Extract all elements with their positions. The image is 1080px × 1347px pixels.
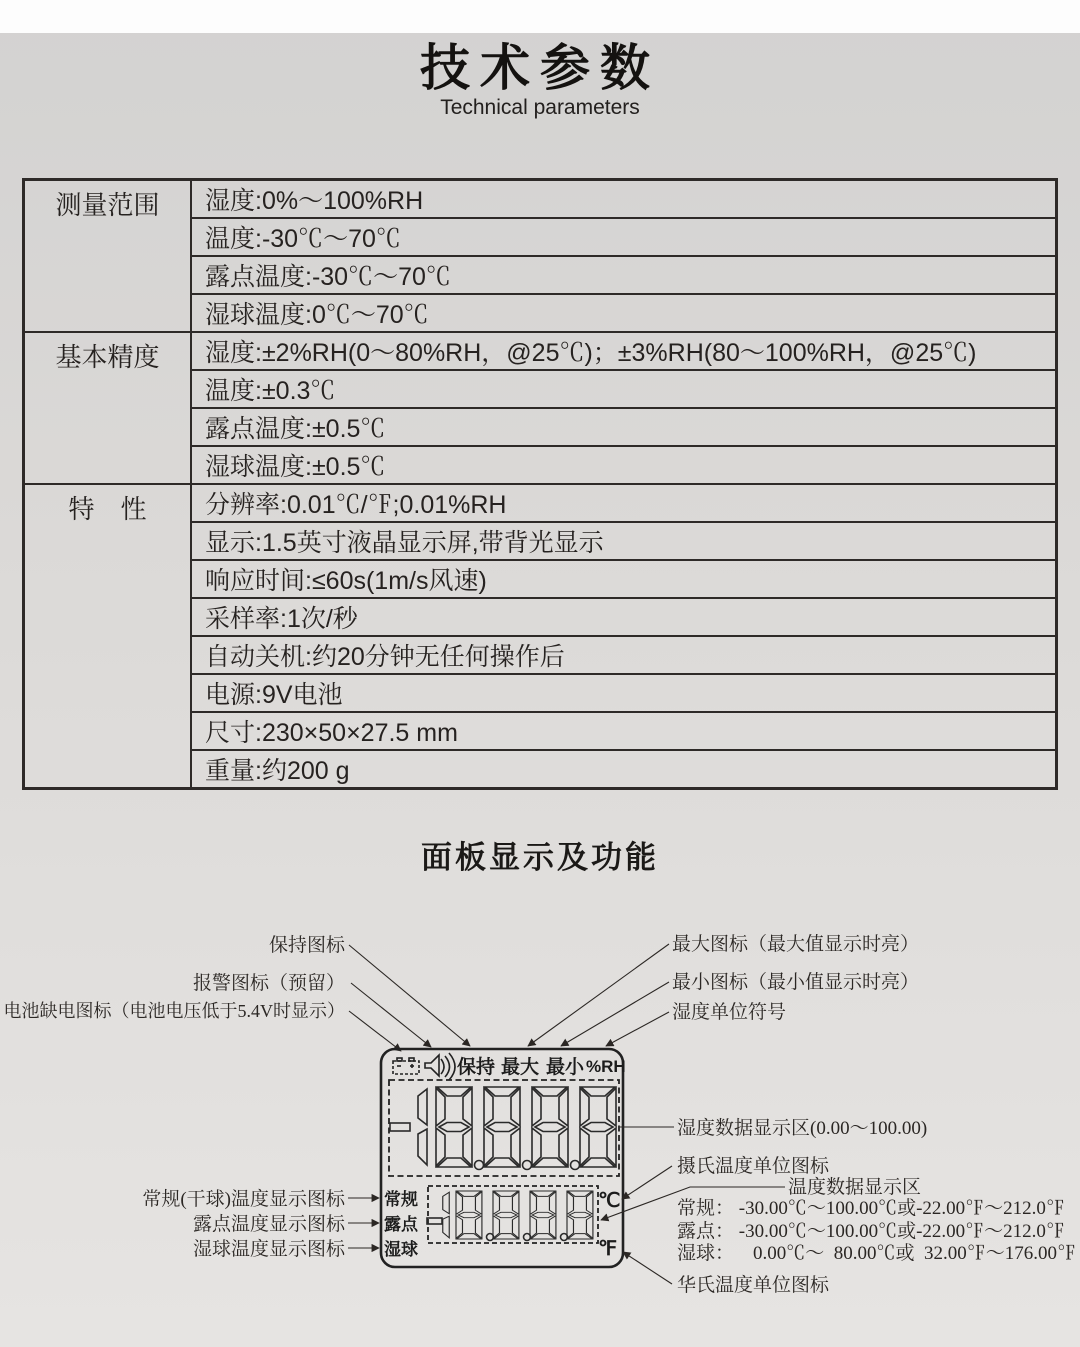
rh-unit-label: 湿度单位符号 (672, 1002, 787, 1023)
speaker-icon (425, 1053, 455, 1080)
callout-line-fahrenheit (623, 1252, 672, 1284)
table-row (24, 484, 1057, 522)
temp-range-normal: 常规： -30.00℃～100.00℃或-22.00℉～212.0℉ (677, 1198, 1065, 1219)
panel-diagram (0, 918, 1080, 1347)
humidity-area-label: 湿度数据显示区(0.00～100.00) (677, 1118, 928, 1139)
table-row (24, 332, 1057, 370)
spec-table (22, 178, 1058, 790)
lcd-rh-unit-segment: %RH (586, 1057, 626, 1076)
spec-row-value: 湿度:±2%RH(0～80%RH，@25℃)；±3%RH(80～100%RH，@25℃) (191, 332, 1057, 370)
lcd-dew-segment: 露点 (384, 1215, 418, 1234)
spec-row-value: 自动关机:约20分钟无任何操作后 (191, 636, 1057, 674)
lcd-normal-segment: 常规 (384, 1190, 418, 1209)
temp-area-label: 温度数据显示区 (788, 1177, 922, 1198)
lcd-max-segment: 最大 (501, 1057, 540, 1078)
callout-line-alarm (351, 983, 431, 1047)
lcd-min-segment: 最小 (546, 1057, 585, 1078)
spec-row-value: 重量:约200 g (191, 750, 1057, 789)
fahrenheit-icon-label: 华氏温度单位图标 (677, 1275, 830, 1296)
alarm-icon-label: 报警图标（预留） (192, 973, 345, 994)
spec-row-value: 分辨率:0.01℃/℉;0.01%RH (191, 484, 1057, 522)
battery-icon (393, 1058, 419, 1074)
callout-line-celsius (622, 1166, 672, 1199)
spec-row-value: 湿度:0%～100%RH (191, 180, 1057, 219)
lcd-hold-segment: 保持 (457, 1057, 496, 1078)
callout-line-rh (606, 1012, 669, 1046)
celsius-icon-label: 摄氏温度单位图标 (677, 1156, 830, 1177)
celsius-unit-segment: ℃ (598, 1190, 621, 1212)
spec-row-value: 显示:1.5英寸液晶显示屏,带背光显示 (191, 522, 1057, 560)
lcd-wet-segment: 湿球 (384, 1240, 418, 1259)
decimal-point (475, 1161, 484, 1170)
minus-segment (390, 1123, 410, 1131)
spec-row-value: 温度:-30℃～70℃ (191, 218, 1057, 256)
spec-row-value: 采样率:1次/秒 (191, 598, 1057, 636)
normal-temp-icon-label: 常规(干球)温度显示图标 (142, 1189, 345, 1210)
spec-group-label: 测量范围 (24, 180, 192, 333)
decimal-point (571, 1161, 580, 1170)
spec-row-value: 尺寸:230×50×27.5 mm (191, 712, 1057, 750)
spec-group-label: 特 性 (24, 484, 192, 789)
spec-row-value: 响应时间:≤60s(1m/s风速) (191, 560, 1057, 598)
minus-segment (427, 1218, 442, 1224)
hold-icon-label: 保持图标 (268, 935, 345, 956)
table-row (24, 180, 1057, 219)
temp-range-wet: 湿球： 0.00℃～ 80.00℃或 32.00℉～176.00℉ (677, 1243, 1077, 1264)
decimal-point (523, 1161, 532, 1170)
callout-line-min (561, 982, 669, 1046)
panel-section-title: 面板显示及功能 (421, 840, 659, 875)
spec-row-value: 湿球温度:0℃～70℃ (191, 294, 1057, 332)
spec-row-value: 温度:±0.3℃ (191, 370, 1057, 408)
spec-row-value: 湿球温度:±0.5℃ (191, 446, 1057, 484)
battery-low-icon-label: 电池缺电图标（电池电压低于5.4V时显示） (3, 1001, 345, 1021)
dew-temp-icon-label: 露点温度显示图标 (192, 1214, 345, 1235)
min-icon-label: 最小图标（最小值显示时亮） (672, 972, 920, 993)
wet-temp-icon-label: 湿球温度显示图标 (192, 1239, 345, 1260)
spec-row-value: 露点温度:±0.5℃ (191, 408, 1057, 446)
spec-row-value: 露点温度:-30℃～70℃ (191, 256, 1057, 294)
temp-range-dew: 露点： -30.00℃～100.00℃或-22.00℉～212.0℉ (677, 1221, 1065, 1242)
fahrenheit-unit-segment: ℉ (598, 1238, 618, 1260)
page-subtitle: Technical parameters (440, 96, 640, 119)
spec-row-value: 电源:9V电池 (191, 674, 1057, 712)
spec-group-label: 基本精度 (24, 332, 192, 484)
page-title: 技术参数 (420, 40, 660, 96)
max-icon-label: 最大图标（最大值显示时亮） (672, 934, 920, 955)
